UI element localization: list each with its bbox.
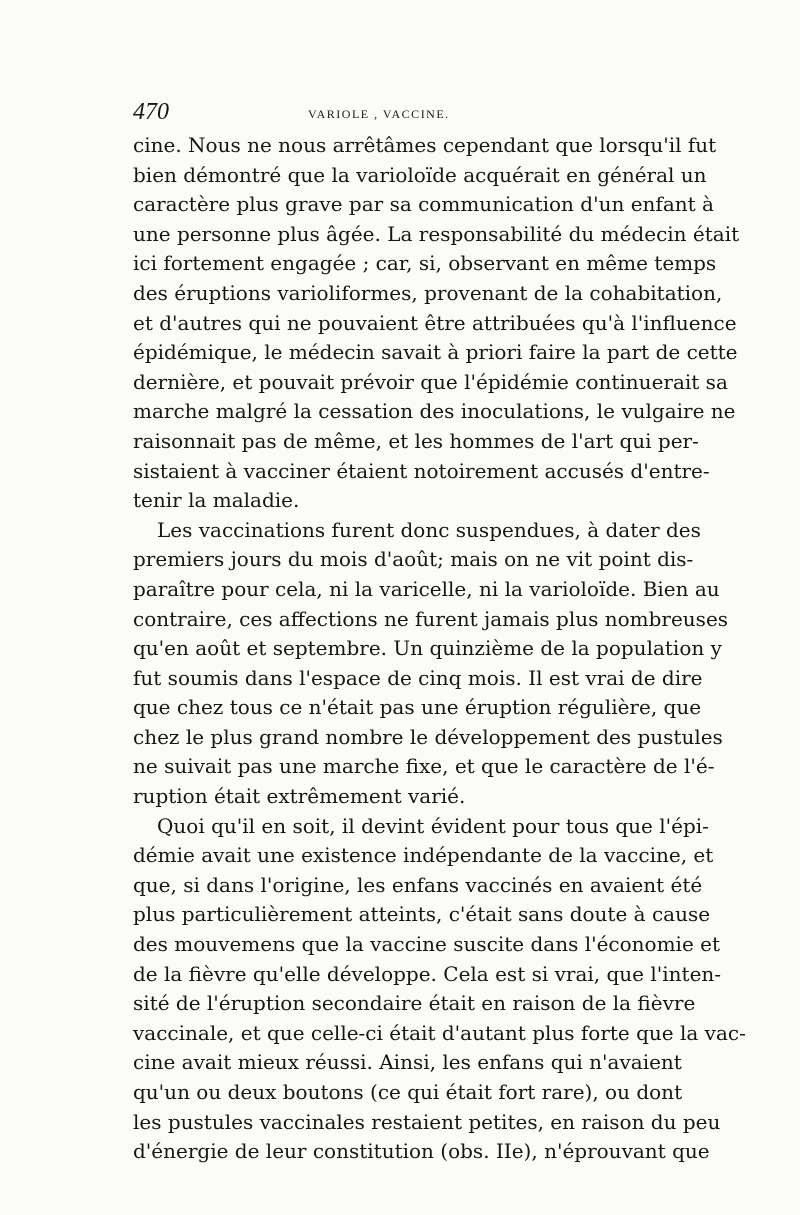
paragraph [133,516,729,812]
text-line: chez le plus grand nombre le développement des pustules [133,724,723,749]
text-line: qu'en août et septembre. Un quinzième de la population y [133,636,722,661]
paragraph [133,812,746,1167]
text-line: de la fièvre qu'elle développe. Cela est si vrai, que l'inten- [133,961,722,986]
text-line: et d'autres qui ne pouvaient être attribuées qu'à l'influence [133,310,737,335]
page-body-text [133,131,746,1167]
text-line: cine. Nous ne nous arrêtâmes cependant que lorsqu'il fut [133,133,717,157]
text-line: sité de l'éruption secondaire était en raison de la fièvre [133,991,696,1016]
text-line: démie avait une existence indépendante de la vaccine, et [133,843,714,868]
text-line: vaccinale, et que celle-ci était d'autant plus forte que la vac- [133,1020,746,1045]
text-line: sistaient à vacciner étaient notoirement accusés d'entre- [133,458,710,483]
text-line: les pustules vaccinales restaient petites, en raison du peu [133,1109,721,1134]
text-line: plus particulièrement atteints, c'était sans doute à cause [133,902,711,927]
text-line: dernière, et pouvait prévoir que l'épidémie continuerait sa [133,369,728,394]
text-line: qu'un ou deux boutons (ce qui était fort rare), ou dont [133,1080,683,1104]
text-line: Les vaccinations furent donc suspendues, à dater des [157,517,701,542]
text-line: premiers jours du mois d'août; mais on ne vit point dis- [133,547,694,572]
text-line: d'énergie de leur constitution (obs. IIe), n'éprouvant que [133,1139,710,1164]
text-line: ne suivait pas une marche fixe, et que le caractère de l'é- [133,754,715,779]
text-line: tenir la maladie. [133,488,300,513]
text-line: paraître pour cela, ni la varicelle, ni la varioloïde. Bien au [133,576,720,601]
text-line: des mouvemens que la vaccine suscite dans l'économie et [133,932,721,957]
page-header [133,98,673,130]
text-line: épidémique, le médecin savait à priori faire la part de cette [133,340,738,365]
page-number: 470 [133,99,169,125]
text-line: bien démontré que la varioloïde acquérait en général un [133,162,707,187]
text-line: une personne plus âgée. La responsabilité du médecin était [133,221,740,246]
text-line: des éruptions varioliformes, provenant de la cohabitation, [133,280,723,305]
text-line: ici fortement engagée ; car, si, observant en même temps [133,251,717,276]
paragraph [133,131,740,516]
text-line: Quoi qu'il en soit, il devint évident pour tous que l'épi- [157,813,709,838]
text-line: contraire, ces affections ne furent jamais plus nombreuses [133,606,729,631]
text-line: cine avait mieux réussi. Ainsi, les enfans qui n'avaient [133,1050,682,1075]
running-title: VARIOLE , VACCINE. [308,107,450,121]
text-line: raisonnait pas de même, et les hommes de l'art qui per- [133,428,699,453]
text-line: ruption était extrêmement varié. [133,784,466,809]
text-line: marche malgré la cessation des inoculations, le vulgaire ne [133,399,736,424]
text-line: que chez tous ce n'était pas une éruption régulière, que [133,695,702,720]
text-line: que, si dans l'origine, les enfans vaccinés en avaient été [133,872,703,897]
text-line: fut soumis dans l'espace de cinq mois. Il est vrai de dire [133,665,703,690]
text-line: caractère plus grave par sa communication d'un enfant à [133,192,714,217]
